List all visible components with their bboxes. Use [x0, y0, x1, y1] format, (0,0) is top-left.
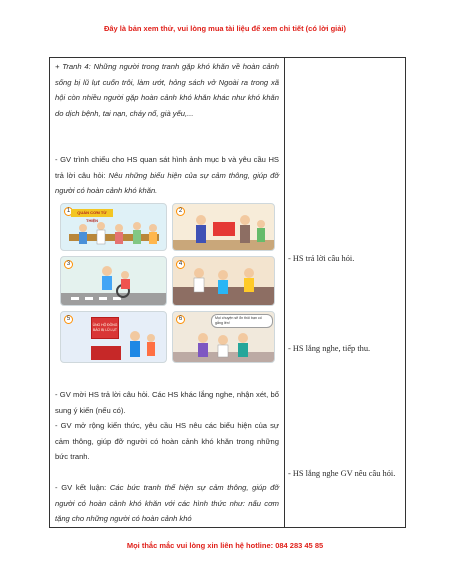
paragraph-gv-ket-luan-plain: - GV kết luận: [55, 483, 110, 492]
illustration-5 [60, 311, 167, 363]
comfort-friend-scene [173, 312, 275, 363]
bottom-hotline-banner: Mọi thắc mắc vui lòng xin liên hệ hotline: 084 283 45 85 [126, 541, 324, 550]
paragraph-gv-trinh-chieu-question: Nêu những biểu hiện của sự cảm thông, giúp đỡ người có hoàn cảnh khó khăn. [55, 170, 279, 196]
wheelchair-crossing-scene [61, 257, 167, 306]
donation-board: ỦNG HỘ ĐỒNG BÀO BỊ LŨ LỤT [91, 317, 119, 339]
paragraph-gv-trinh-chieu [55, 152, 279, 199]
illustration-4 [172, 256, 275, 306]
donation-box-scene [61, 312, 167, 363]
paragraph-gv-moi-hs: - GV mời HS trả lời câu hỏi. Các HS khác lắng nghe, nhận xét, bổ sung ý kiến (nếu có). [55, 390, 279, 415]
top-preview-banner: Đây là bản xem thử, vui lòng mua tài liệu để xem chi tiết (có lời giải) [103, 24, 347, 33]
illustration-number: 3 [64, 260, 73, 269]
flood-help-scene [173, 257, 275, 306]
hs-listen-question-note: - HS lắng nghe GV nêu câu hỏi. [288, 469, 396, 478]
illustration-1 [60, 203, 167, 251]
paragraph-gv-mo-rong: - GV mở rộng kiến thức, yêu cầu HS nêu các biểu hiện của sự cảm thông, giúp đỡ người có hoàn cảnh khó khăn trong những bức tranh. [55, 421, 279, 462]
speech-bubble: Mọi chuyện sẽ ổn thôi bạn cố gắng lên! [211, 314, 273, 328]
illustration-2 [172, 203, 275, 251]
illustration-number: 1 [64, 207, 73, 216]
illustration-number: 6 [176, 315, 185, 324]
illustration-number: 2 [176, 207, 185, 216]
illustration-number: 4 [176, 260, 185, 269]
paragraph-tranh-4 [55, 59, 279, 121]
paragraph-gv-ket-luan [55, 480, 279, 527]
donation-scene [173, 204, 275, 251]
paragraph-gv-trinh-chieu-plain: - GV trình chiếu cho HS quan sát hình ảnh mục b và yêu cầu HS trả lời câu hỏi: [55, 155, 279, 180]
charity-rice-scene [61, 204, 167, 251]
hs-listen-note: - HS lắng nghe, tiếp thu. [288, 344, 371, 353]
table-column-divider [284, 57, 285, 528]
paragraph-gv-ket-luan-body: Các bức tranh thể hiện sự cảm thông, giúp đỡ người có hoàn cảnh khó khăn với các hình thức như: nấu cơm tặng cho những người có hoàn cảnh khó [55, 483, 279, 524]
hs-answer-note: - HS trả lời câu hỏi. [288, 254, 355, 263]
illustration-3 [60, 256, 167, 306]
paragraph-tranh-4-body: Những người trong tranh gặp khó khăn về hoàn cảnh sống bị lũ lụt cuốn trôi, làm ướt, hỏng sách vở Ngoài ra trong xã hội còn nhiều người gặp hoàn cảnh khó khăn khác như khó khăn do dịch bệnh, tai nạn, cháy nổ, già yếu,... [55, 62, 279, 118]
charity-sign: QUÁN CƠM TỪ THIỆN [71, 209, 113, 217]
illustration-number: 5 [64, 315, 73, 324]
illustration-6 [172, 311, 275, 363]
paragraph-tranh-4-lead: + Tranh 4: [55, 62, 94, 71]
